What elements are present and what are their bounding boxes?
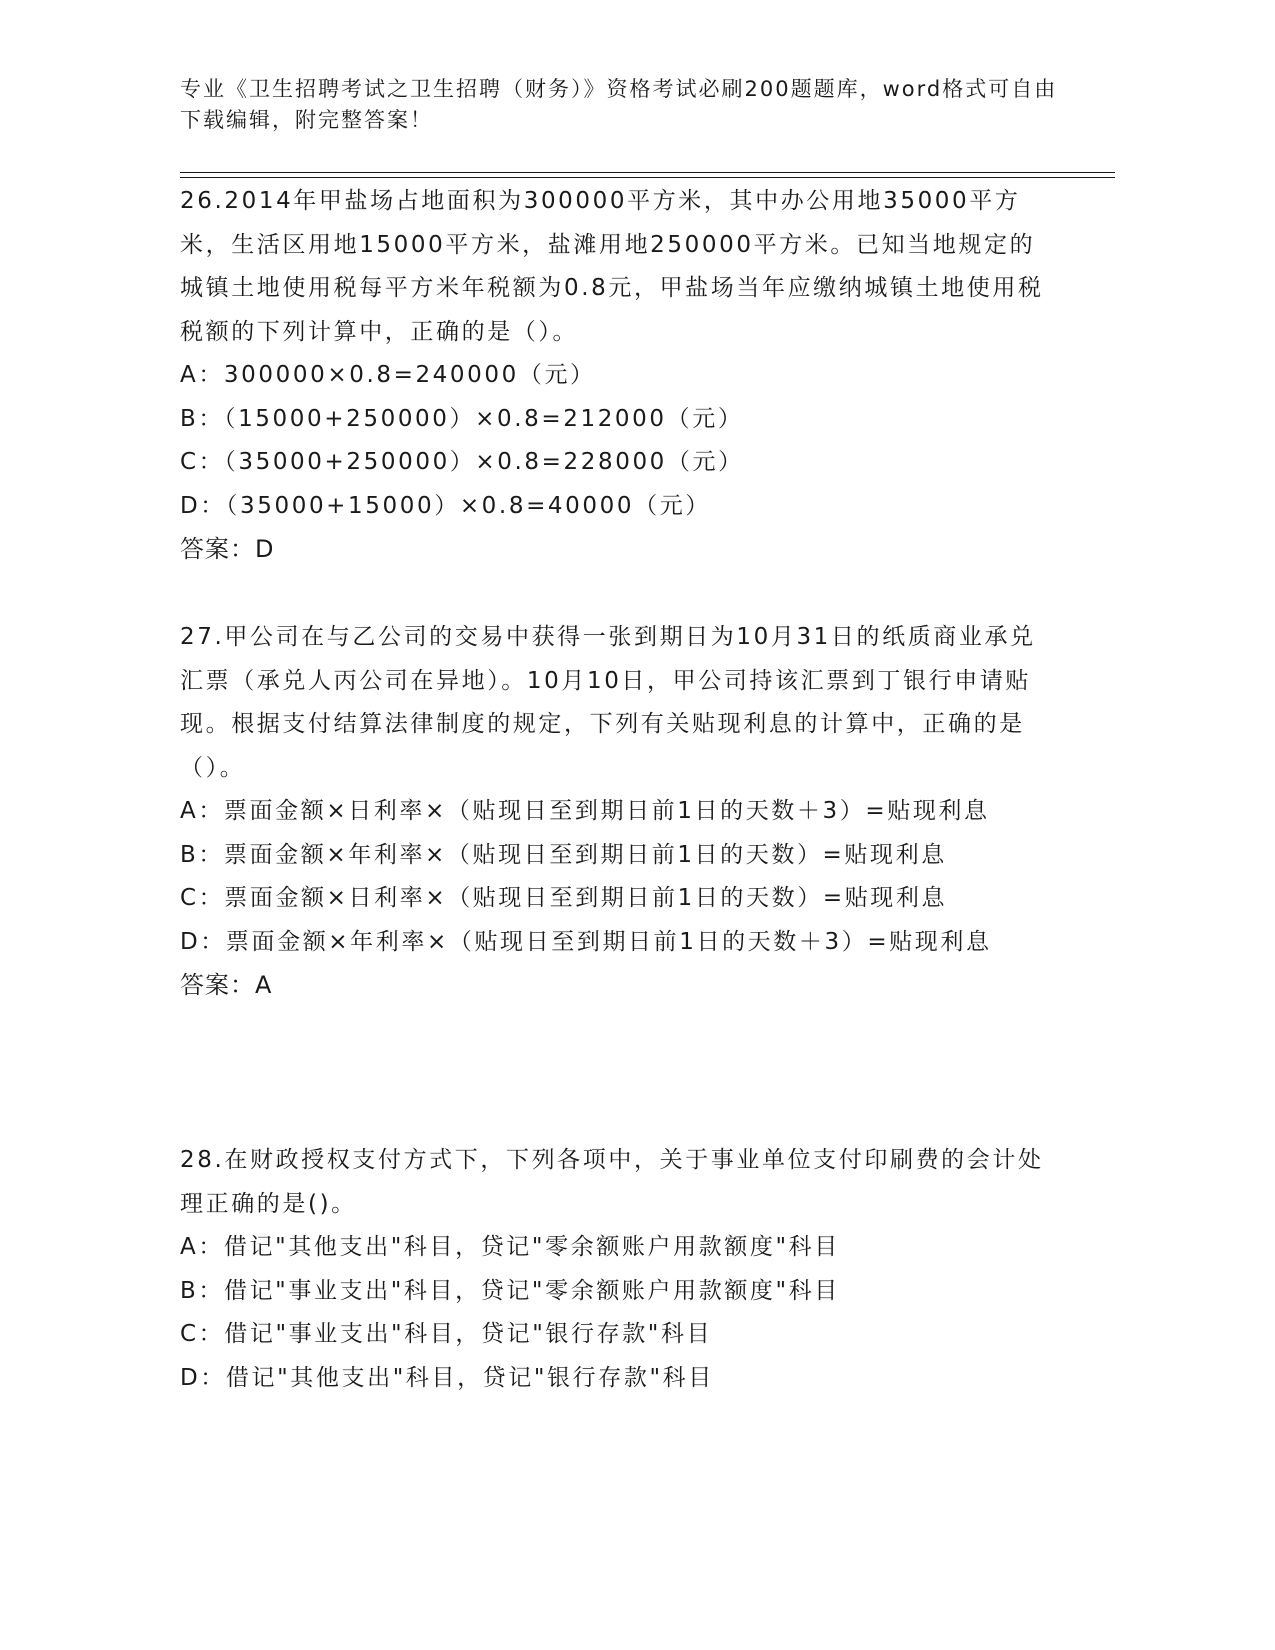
- option-c: C：借记"事业支出"科目，贷记"银行存款"科目: [180, 1321, 713, 1347]
- question-stem: 28.在财政授权支付方式下，下列各项中，关于事业单位支付印刷费的会计处理正确的是()。: [180, 1147, 1044, 1217]
- question-stem: 27.甲公司在与乙公司的交易中获得一张到期日为10月31日的纸质商业承兑汇票（承兑人丙公司在异地）。10月10日，甲公司持该汇票到丁银行申请贴现。根据支付结算法律制度的规定，下列有关贴现利息的计算中，正确的是（）。: [180, 624, 1036, 781]
- option-b: B：票面金额×年利率×（贴现日至到期日前1日的天数）=贴现利息: [180, 841, 947, 868]
- option-d: D：（35000+15000）×0.8=40000（元）: [180, 492, 711, 519]
- option-b: B：（15000+250000）×0.8=212000（元）: [180, 405, 744, 432]
- header-divider-bottom: [180, 177, 1115, 178]
- header-divider-top: [180, 172, 1115, 173]
- option-b: B：借记"事业支出"科目，贷记"零余额账户用款额度"科目: [180, 1277, 840, 1304]
- option-c: C：（35000+250000）×0.8=228000（元）: [180, 449, 744, 475]
- option-a: A：300000×0.8=240000（元）: [180, 362, 596, 388]
- question-26: [180, 180, 1060, 572]
- question-stem: 26.2014年甲盐场占地面积为300000平方米，其中办公用地35000平方米，生活区用地15000平方米，盐滩用地250000平方米。已知当地规定的城镇土地使用税每平方米年税额为0.8元，甲盐场当年应缴纳城镇土地使用税税额的下列计算中，正确的是（）。: [180, 188, 1044, 345]
- answer-line: 答案：D: [180, 535, 275, 563]
- option-d: D：借记"其他支出"科目，贷记"银行存款"科目: [180, 1364, 714, 1391]
- page-header: 专业《卫生招聘考试之卫生招聘（财务）》资格考试必刷200题题库，word格式可自由下载编辑，附完整答案！: [180, 77, 1058, 132]
- document-page: [180, 0, 1115, 1650]
- answer-line: 答案：A: [180, 971, 273, 999]
- option-c: C：票面金额×日利率×（贴现日至到期日前1日的天数）=贴现利息: [180, 885, 948, 911]
- option-d: D：票面金额×年利率×（贴现日至到期日前1日的天数＋3）=贴现利息: [180, 928, 992, 955]
- question-28: [180, 1139, 1060, 1400]
- option-a: A：借记"其他支出"科目，贷记"零余额账户用款额度"科目: [180, 1234, 840, 1260]
- option-a: A：票面金额×日利率×（贴现日至到期日前1日的天数＋3）=贴现利息: [180, 798, 990, 824]
- question-27: [180, 616, 1060, 1008]
